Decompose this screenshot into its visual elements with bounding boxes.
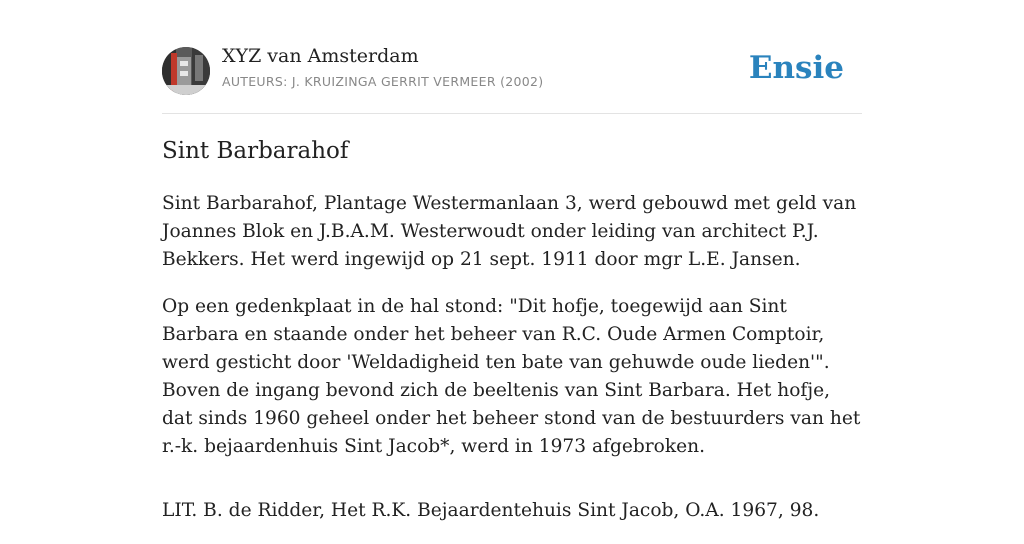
article-body (162, 190, 862, 544)
literature-reference: LIT. B. de Ridder, Het R.K. Bejaardentehuis Sint Jacob, O.A. 1967, 98. (162, 500, 820, 521)
article-paragraph: Sint Barbarahof, Plantage Westermanlaan 3, werd gebouwd met geld van Joannes Blok en J.B.A.M. Westerwoudt onder leiding van architect P.J. Bekkers. Het werd ingewijd op 21 sept. 1911 door mgr L.E. Jansen. (162, 193, 857, 270)
page-container (162, 0, 862, 521)
article-title: Sint Barbarahof (162, 138, 349, 164)
ensie-logo-link[interactable]: Ensie (748, 50, 844, 86)
book-title-link[interactable]: XYZ van Amsterdam (222, 45, 419, 67)
book-cover-thumbnail-icon[interactable] (162, 47, 210, 95)
book-authors: AUTEURS: J. KRUIZINGA GERRIT VERMEER (2002) (222, 74, 544, 89)
book-header (162, 0, 862, 114)
article-paragraph: Op een gedenkplaat in de hal stond: "Dit hofje, toegewijd aan Sint Barbara en staande onder het beheer van R.C. Oude Armen Comptoir, werd gesticht door 'Weldadigheid ten bate van gehuwde oude lieden'". Boven de ingang bevond zich de beeltenis van Sint Barbara. Het hofje, dat sinds 1960 geheel onder het beheer stond van de bestuurders van het r.-k. bejaardenhuis Sint Jacob*, werd in 1973 afgebroken. (162, 296, 861, 457)
